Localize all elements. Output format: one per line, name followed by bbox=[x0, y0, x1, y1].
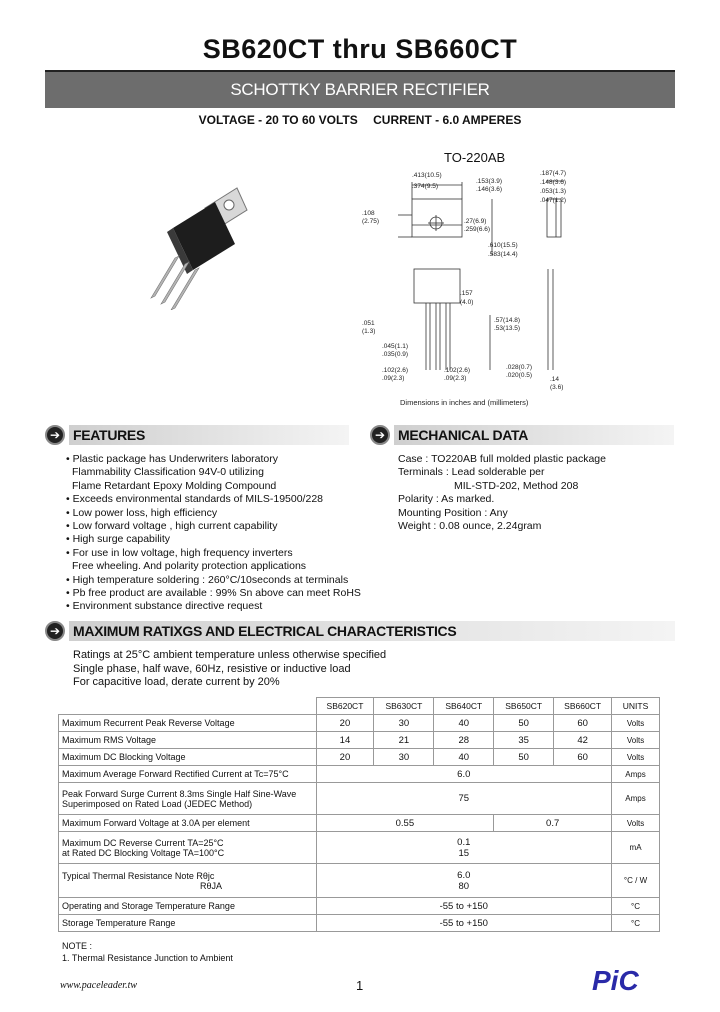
cell-unit: mA bbox=[612, 832, 660, 864]
mechanical-item: Weight : 0.08 ounce, 2.24gram bbox=[398, 520, 542, 533]
param-label-line: Peak Forward Surge Current 8.3ms Single Half Sine-Wave bbox=[62, 788, 297, 799]
dim-7: .053(1.3) bbox=[540, 188, 567, 195]
mechanical-heading: MECHANICAL DATA bbox=[394, 425, 674, 445]
features-header bbox=[45, 424, 349, 446]
mechanical-item: Polarity : As marked. bbox=[398, 493, 495, 506]
dim-22: .035(0.9) bbox=[382, 351, 409, 358]
dim-30: (3.6) bbox=[550, 384, 564, 391]
company-logo bbox=[592, 967, 668, 997]
dim-26: .09(2.3) bbox=[444, 375, 467, 382]
cell-unit: °C bbox=[612, 915, 660, 932]
dim-21: .045(1.1) bbox=[382, 343, 409, 350]
cell-unit: °C bbox=[612, 898, 660, 915]
cell-value-line: 15 bbox=[458, 847, 470, 859]
table-row bbox=[59, 766, 660, 783]
page-title: SB620CT thru SB660CT bbox=[202, 34, 518, 64]
cell-unit: Volts bbox=[612, 749, 660, 766]
table-header-row bbox=[59, 698, 660, 715]
cell-value: 50 bbox=[494, 749, 554, 766]
features-list bbox=[66, 453, 366, 614]
table-row bbox=[59, 832, 660, 864]
rating-summary bbox=[0, 113, 720, 127]
param-label: Maximum DC Blocking Voltage bbox=[59, 749, 317, 766]
feature-item: • Low power loss, high efficiency bbox=[66, 506, 218, 519]
cell-unit: Amps bbox=[612, 766, 660, 783]
dim-9: .108 bbox=[362, 210, 375, 217]
mechanical-item: Case : TO220AB full molded plastic package bbox=[398, 453, 606, 465]
dim-2: .374(9.5) bbox=[412, 183, 439, 190]
cell-value bbox=[316, 864, 612, 898]
condition-line: Single phase, half wave, 60Hz, resistive or inductive load bbox=[73, 662, 351, 675]
param-label bbox=[59, 832, 317, 864]
logo-text: PiC bbox=[592, 965, 639, 996]
dim-19: .051 bbox=[362, 320, 375, 327]
cell-value: 60 bbox=[554, 749, 612, 766]
dim-6: .148(3.6) bbox=[540, 179, 567, 186]
param-label-line: Maximum DC Reverse Current TA=25°C bbox=[62, 837, 224, 848]
features-heading: FEATURES bbox=[69, 425, 349, 445]
param-label: Maximum Recurrent Peak Reverse Voltage bbox=[59, 715, 317, 732]
cell-value: 30 bbox=[374, 749, 434, 766]
ratings-table bbox=[58, 697, 660, 932]
cell-value: 6.0 bbox=[316, 766, 612, 783]
feature-item: • For use in low voltage, high frequency inverters bbox=[66, 546, 293, 559]
feature-item: Flammability Classification 94V-0 utilizing bbox=[72, 466, 264, 479]
dim-27: .028(0.7) bbox=[506, 364, 533, 371]
dim-5: .187(4.7) bbox=[540, 170, 567, 177]
table-row bbox=[59, 715, 660, 732]
cell-value: 40 bbox=[434, 749, 494, 766]
cell-value: 20 bbox=[316, 749, 374, 766]
feature-item: • Exceeds environmental standards of MILS-19500/228 bbox=[66, 493, 323, 506]
mechanical-item: Mounting Position : Any bbox=[398, 506, 508, 519]
dim-13: .610(15.5) bbox=[488, 242, 518, 249]
cell-unit: Amps bbox=[612, 783, 660, 815]
dim-3: .153(3.9) bbox=[476, 178, 503, 185]
param-label bbox=[59, 783, 317, 815]
column-header: SB660CT bbox=[554, 698, 612, 715]
cell-value: 30 bbox=[374, 715, 434, 732]
current-rating: CURRENT - 6.0 AMPERES bbox=[373, 113, 522, 127]
dim-12: .259(6.6) bbox=[464, 226, 491, 233]
product-banner: SCHOTTKY BARRIER RECTIFIER bbox=[45, 72, 675, 108]
cell-value: 21 bbox=[374, 732, 434, 749]
param-label bbox=[59, 864, 317, 898]
cell-value: 0.55 bbox=[316, 815, 494, 832]
dim-28: .020(0.5) bbox=[506, 372, 533, 379]
note-text: 1. Thermal Resistance Junction to Ambient bbox=[62, 953, 233, 963]
footer-url[interactable]: www.paceleader.tw bbox=[60, 980, 138, 991]
cell-unit: Volts bbox=[612, 732, 660, 749]
column-header: SB630CT bbox=[374, 698, 434, 715]
package-name: TO-220AB bbox=[444, 150, 506, 165]
mechanical-item: MIL-STD-202, Method 208 bbox=[454, 479, 579, 492]
dim-16: (4.0) bbox=[460, 299, 474, 306]
param-label-line: Typical Thermal Resistance Note Rθjc bbox=[62, 870, 215, 881]
cell-value: 60 bbox=[554, 715, 612, 732]
param-label: Maximum Average Forward Rectified Current at Tc=75°C bbox=[59, 766, 317, 783]
cell-value-line: 80 bbox=[458, 880, 470, 892]
cell-value: 42 bbox=[554, 732, 612, 749]
feature-item: Flame Retardant Epoxy Molding Compound bbox=[72, 479, 277, 492]
cell-value: 75 bbox=[316, 783, 612, 815]
cell-value: 50 bbox=[494, 715, 554, 732]
page-number: 1 bbox=[356, 978, 364, 993]
dim-18: .53(13.5) bbox=[494, 325, 521, 332]
dim-23: .102(2.6) bbox=[382, 367, 409, 374]
dim-29: .14 bbox=[550, 376, 560, 383]
dim-20: (1.3) bbox=[362, 328, 376, 335]
cell-unit: Volts bbox=[612, 815, 660, 832]
param-label: Storage Temperature Range bbox=[59, 915, 317, 932]
cell-value: 28 bbox=[434, 732, 494, 749]
table-row bbox=[59, 732, 660, 749]
dim-10: (2.75) bbox=[362, 218, 379, 225]
mechanical-header bbox=[370, 424, 674, 446]
table-row bbox=[59, 915, 660, 932]
param-label-line: RθJA bbox=[200, 880, 223, 891]
package-outline-drawing bbox=[352, 165, 577, 415]
note-heading: NOTE : bbox=[62, 941, 93, 951]
dim-14: .583(14.4) bbox=[488, 251, 518, 258]
feature-item: • Low forward voltage , high current capability bbox=[66, 520, 278, 533]
condition-line: For capacitive load, derate current by 20% bbox=[73, 676, 280, 689]
feature-item: • Environment substance directive request bbox=[66, 600, 263, 613]
column-header: SB640CT bbox=[434, 698, 494, 715]
arrow-right-icon: ➔ bbox=[370, 425, 390, 445]
cell-unit: °C / W bbox=[612, 864, 660, 898]
feature-item: • Pb free product are available : 99% Sn above can meet RoHS bbox=[66, 587, 361, 600]
cell-value-line: 0.1 bbox=[457, 836, 471, 848]
dim-8: .047(1.2) bbox=[540, 197, 567, 204]
voltage-range: VOLTAGE - 20 TO 60 VOLTS bbox=[198, 113, 358, 127]
cell-value: 0.7 bbox=[494, 815, 612, 832]
dim-15: .157 bbox=[460, 290, 473, 297]
cell-unit: Volts bbox=[612, 715, 660, 732]
param-label: Maximum RMS Voltage bbox=[59, 732, 317, 749]
param-label-line: Superimposed on Rated Load (JEDEC Method) bbox=[62, 798, 253, 809]
column-header: SB620CT bbox=[316, 698, 374, 715]
param-label: Maximum Forward Voltage at 3.0A per element bbox=[59, 815, 317, 832]
dim-1: .413(10.5) bbox=[412, 172, 442, 179]
cell-value: 35 bbox=[494, 732, 554, 749]
dim-11: .27(6.9) bbox=[464, 218, 487, 225]
mechanical-item: Terminals : Lead solderable per bbox=[398, 466, 545, 479]
table-row bbox=[59, 815, 660, 832]
param-label-line: at Rated DC Blocking Voltage TA=100°C bbox=[62, 847, 225, 858]
table-row bbox=[59, 783, 660, 815]
cell-value: 40 bbox=[434, 715, 494, 732]
table-row bbox=[59, 864, 660, 898]
dimensions-note: Dimensions in inches and (millimeters) bbox=[400, 398, 529, 407]
dim-24: .09(2.3) bbox=[382, 375, 405, 382]
column-header: SB650CT bbox=[494, 698, 554, 715]
feature-item: • High surge capability bbox=[66, 533, 171, 546]
param-label: Operating and Storage Temperature Range bbox=[59, 898, 317, 915]
ratings-heading: MAXIMUM RATIXGS AND ELECTRICAL CHARACTERISTICS bbox=[69, 621, 675, 641]
dim-4: .146(3.6) bbox=[476, 186, 503, 193]
package-photo bbox=[135, 180, 275, 310]
notes bbox=[62, 940, 233, 964]
feature-item: • Plastic package has Underwriters laboratory bbox=[66, 453, 279, 465]
cell-value: -55 to +150 bbox=[316, 915, 612, 932]
cell-value bbox=[316, 832, 612, 864]
table-row bbox=[59, 898, 660, 915]
arrow-right-icon: ➔ bbox=[45, 425, 65, 445]
dim-25: .102(2.6) bbox=[444, 367, 471, 374]
column-header: UNITS bbox=[612, 698, 660, 715]
cell-value-line: 6.0 bbox=[457, 869, 471, 881]
cell-value: 20 bbox=[316, 715, 374, 732]
condition-line: Ratings at 25°C ambient temperature unless otherwise specified bbox=[73, 649, 387, 661]
arrow-right-icon: ➔ bbox=[45, 621, 65, 641]
feature-item: • High temperature soldering : 260°C/10seconds at terminals bbox=[66, 573, 349, 586]
cell-value: -55 to +150 bbox=[316, 898, 612, 915]
mechanical-list bbox=[398, 453, 688, 533]
ratings-conditions bbox=[73, 649, 386, 690]
cell-value: 14 bbox=[316, 732, 374, 749]
dim-17: .57(14.8) bbox=[494, 317, 521, 324]
feature-item: Free wheeling. And polarity protection applications bbox=[72, 560, 307, 573]
ratings-header bbox=[45, 620, 675, 642]
table-row bbox=[59, 749, 660, 766]
